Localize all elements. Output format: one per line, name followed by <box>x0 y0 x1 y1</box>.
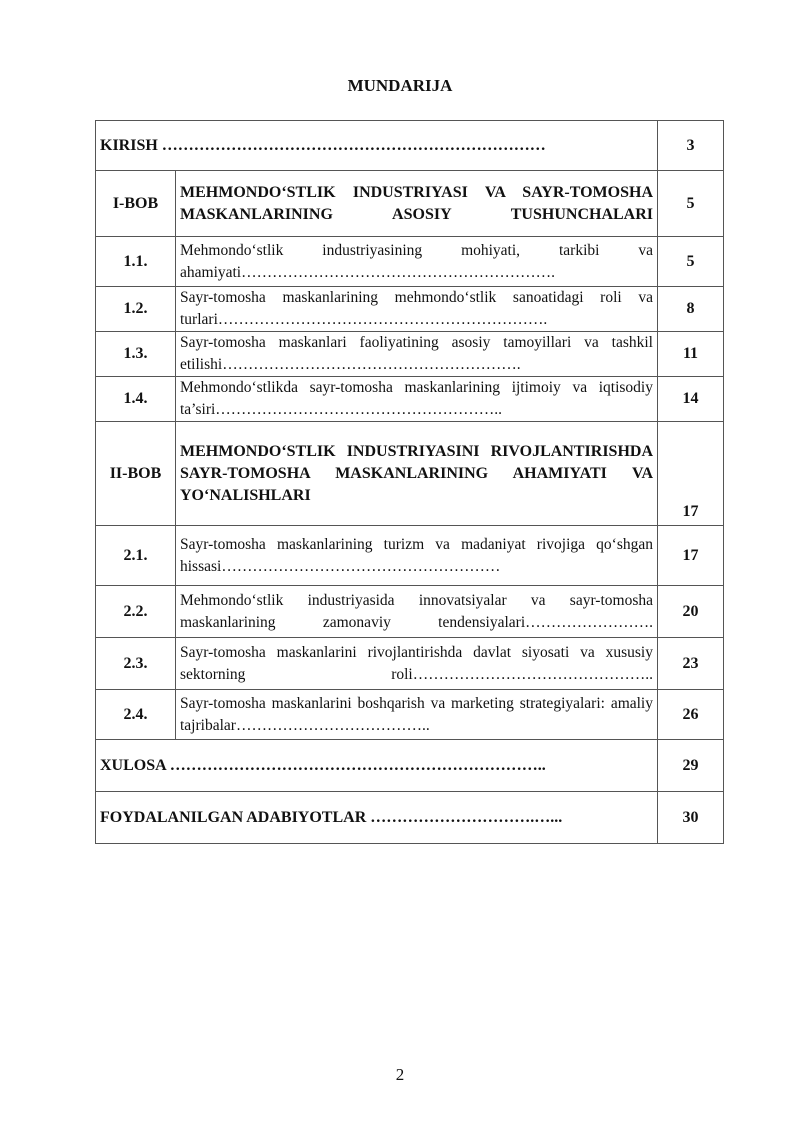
toc-section-page: 8 <box>658 287 724 332</box>
toc-intro-label: KIRISH ……………………………………………………………… <box>96 121 658 171</box>
toc-section-page: 23 <box>658 638 724 690</box>
toc-row-chapter1 <box>96 171 724 237</box>
toc-section-page: 26 <box>658 690 724 740</box>
toc-chapter2-num: II-BOB <box>96 422 176 526</box>
toc-chapter2-page: 17 <box>658 422 724 526</box>
toc-row-2-4 <box>96 690 724 740</box>
toc-row-references <box>96 792 724 844</box>
toc-section-page: 17 <box>658 526 724 586</box>
toc-intro-page: 3 <box>658 121 724 171</box>
toc-row-2-2 <box>96 586 724 638</box>
toc-chapter1-title: MEHMONDO‘STLIK INDUSTRIYASI VA SAYR-TOMOSHA MASKANLARINING ASOSIY TUSHUNCHALARI <box>176 171 658 237</box>
toc-row-1-1 <box>96 237 724 287</box>
toc-section-title: Sayr-tomosha maskanlarini rivojlantirishda davlat siyosati va xususiy sektorning roli……………………………………….. <box>176 638 658 690</box>
toc-section-num: 2.2. <box>96 586 176 638</box>
toc-section-page: 5 <box>658 237 724 287</box>
toc-section-num: 1.3. <box>96 332 176 377</box>
toc-row-2-3 <box>96 638 724 690</box>
toc-row-intro <box>96 121 724 171</box>
toc-section-title: Sayr-tomosha maskanlari faoliyatining asosiy tamoyillari va tashkil etilishi…………………………………………………. <box>176 332 658 377</box>
toc-section-page: 14 <box>658 377 724 422</box>
page-title: MUNDARIJA <box>347 76 453 95</box>
toc-chapter2-title: MEHMONDO‘STLIK INDUSTRIYASINI RIVOJLANTIRISHDA SAYR-TOMOSHA MASKANLARINING AHAMIYATI VA YO‘NALISHLARI <box>176 422 658 526</box>
toc-chapter1-page: 5 <box>658 171 724 237</box>
toc-section-title: Mehmondo‘stlik industriyasining mohiyati, tarkibi va ahamiyati……………………………………………………. <box>176 237 658 287</box>
toc-section-title: Mehmondo‘stlikda sayr-tomosha maskanlarining ijtimoiy va iqtisodiy ta’siri……………………………………………….. <box>176 377 658 422</box>
toc-section-num: 2.1. <box>96 526 176 586</box>
toc-section-title: Mehmondo‘stlik industriyasida innovatsiyalar va sayr-tomosha maskanlarining zamonaviy tendensiyalari……………………. <box>176 586 658 638</box>
toc-row-1-2 <box>96 287 724 332</box>
toc-row-1-3 <box>96 332 724 377</box>
toc-section-title: Sayr-tomosha maskanlarining mehmondo‘stlik sanoatidagi roli va turlari………………………………………………………. <box>176 287 658 332</box>
toc-section-num: 1.1. <box>96 237 176 287</box>
toc-references-page: 30 <box>658 792 724 844</box>
toc-row-1-4 <box>96 377 724 422</box>
toc-section-num: 2.3. <box>96 638 176 690</box>
toc-section-title: Sayr-tomosha maskanlarini boshqarish va marketing strategiyalari: amaliy tajribalar……………………………….. <box>176 690 658 740</box>
toc-chapter1-num: I-BOB <box>96 171 176 237</box>
toc-section-title: Sayr-tomosha maskanlarining turizm va madaniyat rivojiga qo‘shgan hissasi……………………………………………… <box>176 526 658 586</box>
toc-section-num: 2.4. <box>96 690 176 740</box>
page-number: 2 <box>395 1065 405 1084</box>
table-of-contents <box>95 120 724 844</box>
toc-section-page: 20 <box>658 586 724 638</box>
toc-conclusion-page: 29 <box>658 740 724 792</box>
toc-row-chapter2 <box>96 422 724 526</box>
toc-row-conclusion <box>96 740 724 792</box>
toc-conclusion-label: XULOSA …………………………………………………………….. <box>96 740 658 792</box>
toc-section-num: 1.2. <box>96 287 176 332</box>
toc-section-page: 11 <box>658 332 724 377</box>
toc-row-2-1 <box>96 526 724 586</box>
toc-references-label: FOYDALANILGAN ADABIYOTLAR ………………………….…... <box>96 792 658 844</box>
toc-section-num: 1.4. <box>96 377 176 422</box>
